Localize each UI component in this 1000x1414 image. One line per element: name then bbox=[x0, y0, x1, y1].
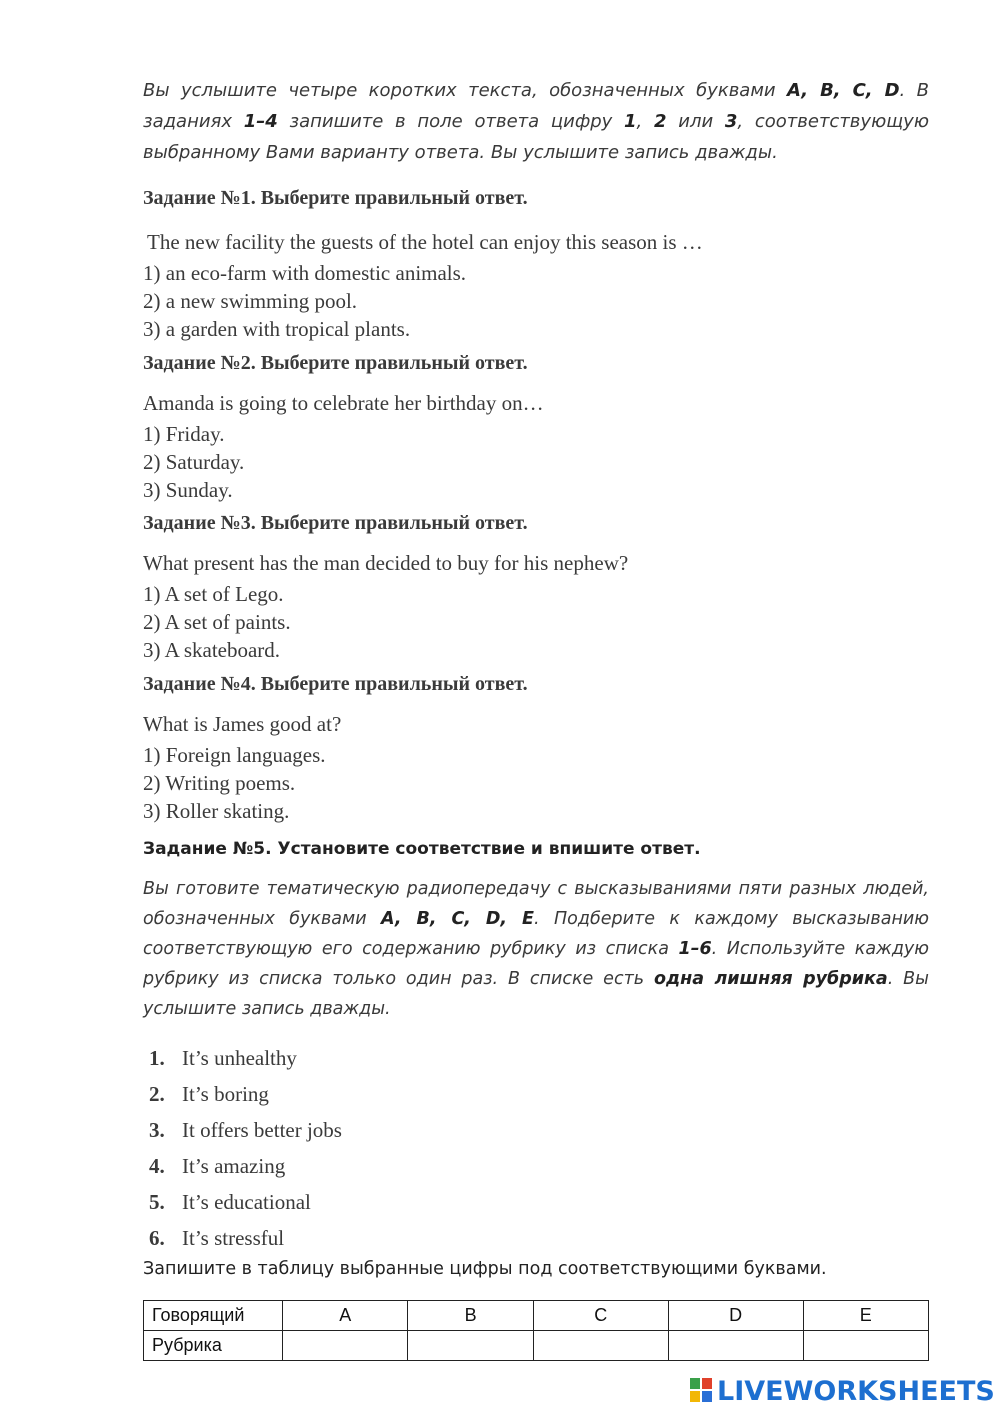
logo-square bbox=[702, 1378, 712, 1389]
task-1-question: The new facility the guests of the hotel can enjoy this season is … bbox=[147, 230, 703, 254]
speaker-letter: A bbox=[283, 1301, 408, 1331]
task-2-option-3[interactable]: 3) Sunday. bbox=[143, 478, 233, 502]
rubric-item: 5. It’s educational bbox=[149, 1190, 311, 1214]
task-3-heading: Задание №3. Выберите правильный ответ. bbox=[143, 512, 528, 534]
task-3-option-3[interactable]: 3) A skateboard. bbox=[143, 638, 281, 662]
logo-square bbox=[690, 1391, 700, 1402]
answer-cell-b[interactable] bbox=[408, 1331, 533, 1361]
task-3-option-1[interactable]: 1) A set of Lego. bbox=[143, 582, 284, 606]
answer-cell-c[interactable] bbox=[533, 1331, 668, 1361]
liveworksheets-logo-text: LIVEWORKSHEETS bbox=[717, 1375, 995, 1407]
task-3-option-2[interactable]: 2) A set of paints. bbox=[143, 610, 291, 634]
logo-square bbox=[702, 1391, 712, 1402]
rubric-item: 2. It’s boring bbox=[149, 1082, 269, 1106]
rubric-item: 3. It offers better jobs bbox=[149, 1118, 342, 1142]
task-2-option-2[interactable]: 2) Saturday. bbox=[143, 450, 245, 474]
task-1-option-3[interactable]: 3) a garden with tropical plants. bbox=[143, 317, 411, 341]
speaker-row bbox=[144, 1301, 929, 1331]
rubric-label: Рубрика bbox=[144, 1331, 283, 1361]
rubric-row bbox=[144, 1331, 929, 1361]
task-4-question: What is James good at? bbox=[143, 712, 342, 736]
rubric-item: 6. It’s stressful bbox=[149, 1226, 285, 1250]
speaker-letter: D bbox=[668, 1301, 803, 1331]
answer-cell-e[interactable] bbox=[803, 1331, 928, 1361]
speaker-letter: B bbox=[408, 1301, 533, 1331]
logo-square bbox=[690, 1378, 700, 1389]
speaker-letter: C bbox=[533, 1301, 668, 1331]
answer-cell-d[interactable] bbox=[668, 1331, 803, 1361]
liveworksheets-logo bbox=[690, 1375, 995, 1407]
task-4-option-2[interactable]: 2) Writing poems. bbox=[143, 771, 296, 795]
task-2-option-1[interactable]: 1) Friday. bbox=[143, 422, 225, 446]
rubric-item: 4. It’s amazing bbox=[149, 1154, 286, 1178]
answer-table bbox=[143, 1300, 929, 1361]
task-2-heading: Задание №2. Выберите правильный ответ. bbox=[143, 352, 528, 374]
task-4-option-1[interactable]: 1) Foreign languages. bbox=[143, 743, 326, 767]
task-1-option-1[interactable]: 1) an eco-farm with domestic animals. bbox=[143, 261, 467, 285]
table-instruction: Запишите в таблицу выбранные цифры под соответствующими буквами. bbox=[143, 1259, 827, 1279]
task-5-heading: Задание №5. Установите соответствие и впишите ответ. bbox=[143, 839, 701, 859]
listening-instructions: Вы услышите четыре коротких текста, обозначенных буквами A, B, C, D. В заданиях 1–4 запишите в поле ответа цифру 1, 2 или 3, соответствующую выбранному Вами варианту ответа. Вы услышите запись дважды. bbox=[143, 80, 930, 163]
task-5-instructions: Вы готовите тематическую радиопередачу с высказываниями пяти разных людей, обозначенных буквами A, B, C, D, E. Подберите к каждому высказыванию соответствующую его содержанию рубрику из списка 1–6. Используйте каждую рубрику из списка только один раз. В списке есть одна лишняя рубрика. Вы услышите запись дважды. bbox=[143, 879, 930, 1019]
rubric-item: 1. It’s unhealthy bbox=[149, 1046, 297, 1070]
task-1-heading: Задание №1. Выберите правильный ответ. bbox=[143, 187, 528, 209]
speaker-label: Говорящий bbox=[144, 1301, 283, 1331]
task-2-question: Amanda is going to celebrate her birthday on… bbox=[143, 391, 544, 415]
task-1-option-2[interactable]: 2) a new swimming pool. bbox=[143, 289, 358, 313]
speaker-letter: E bbox=[803, 1301, 928, 1331]
answer-cell-a[interactable] bbox=[283, 1331, 408, 1361]
task-4-heading: Задание №4. Выберите правильный ответ. bbox=[143, 673, 528, 695]
liveworksheets-logo-icon bbox=[690, 1378, 714, 1404]
task-4-option-3[interactable]: 3) Roller skating. bbox=[143, 799, 290, 823]
task-3-question: What present has the man decided to buy for his nephew? bbox=[143, 551, 629, 575]
